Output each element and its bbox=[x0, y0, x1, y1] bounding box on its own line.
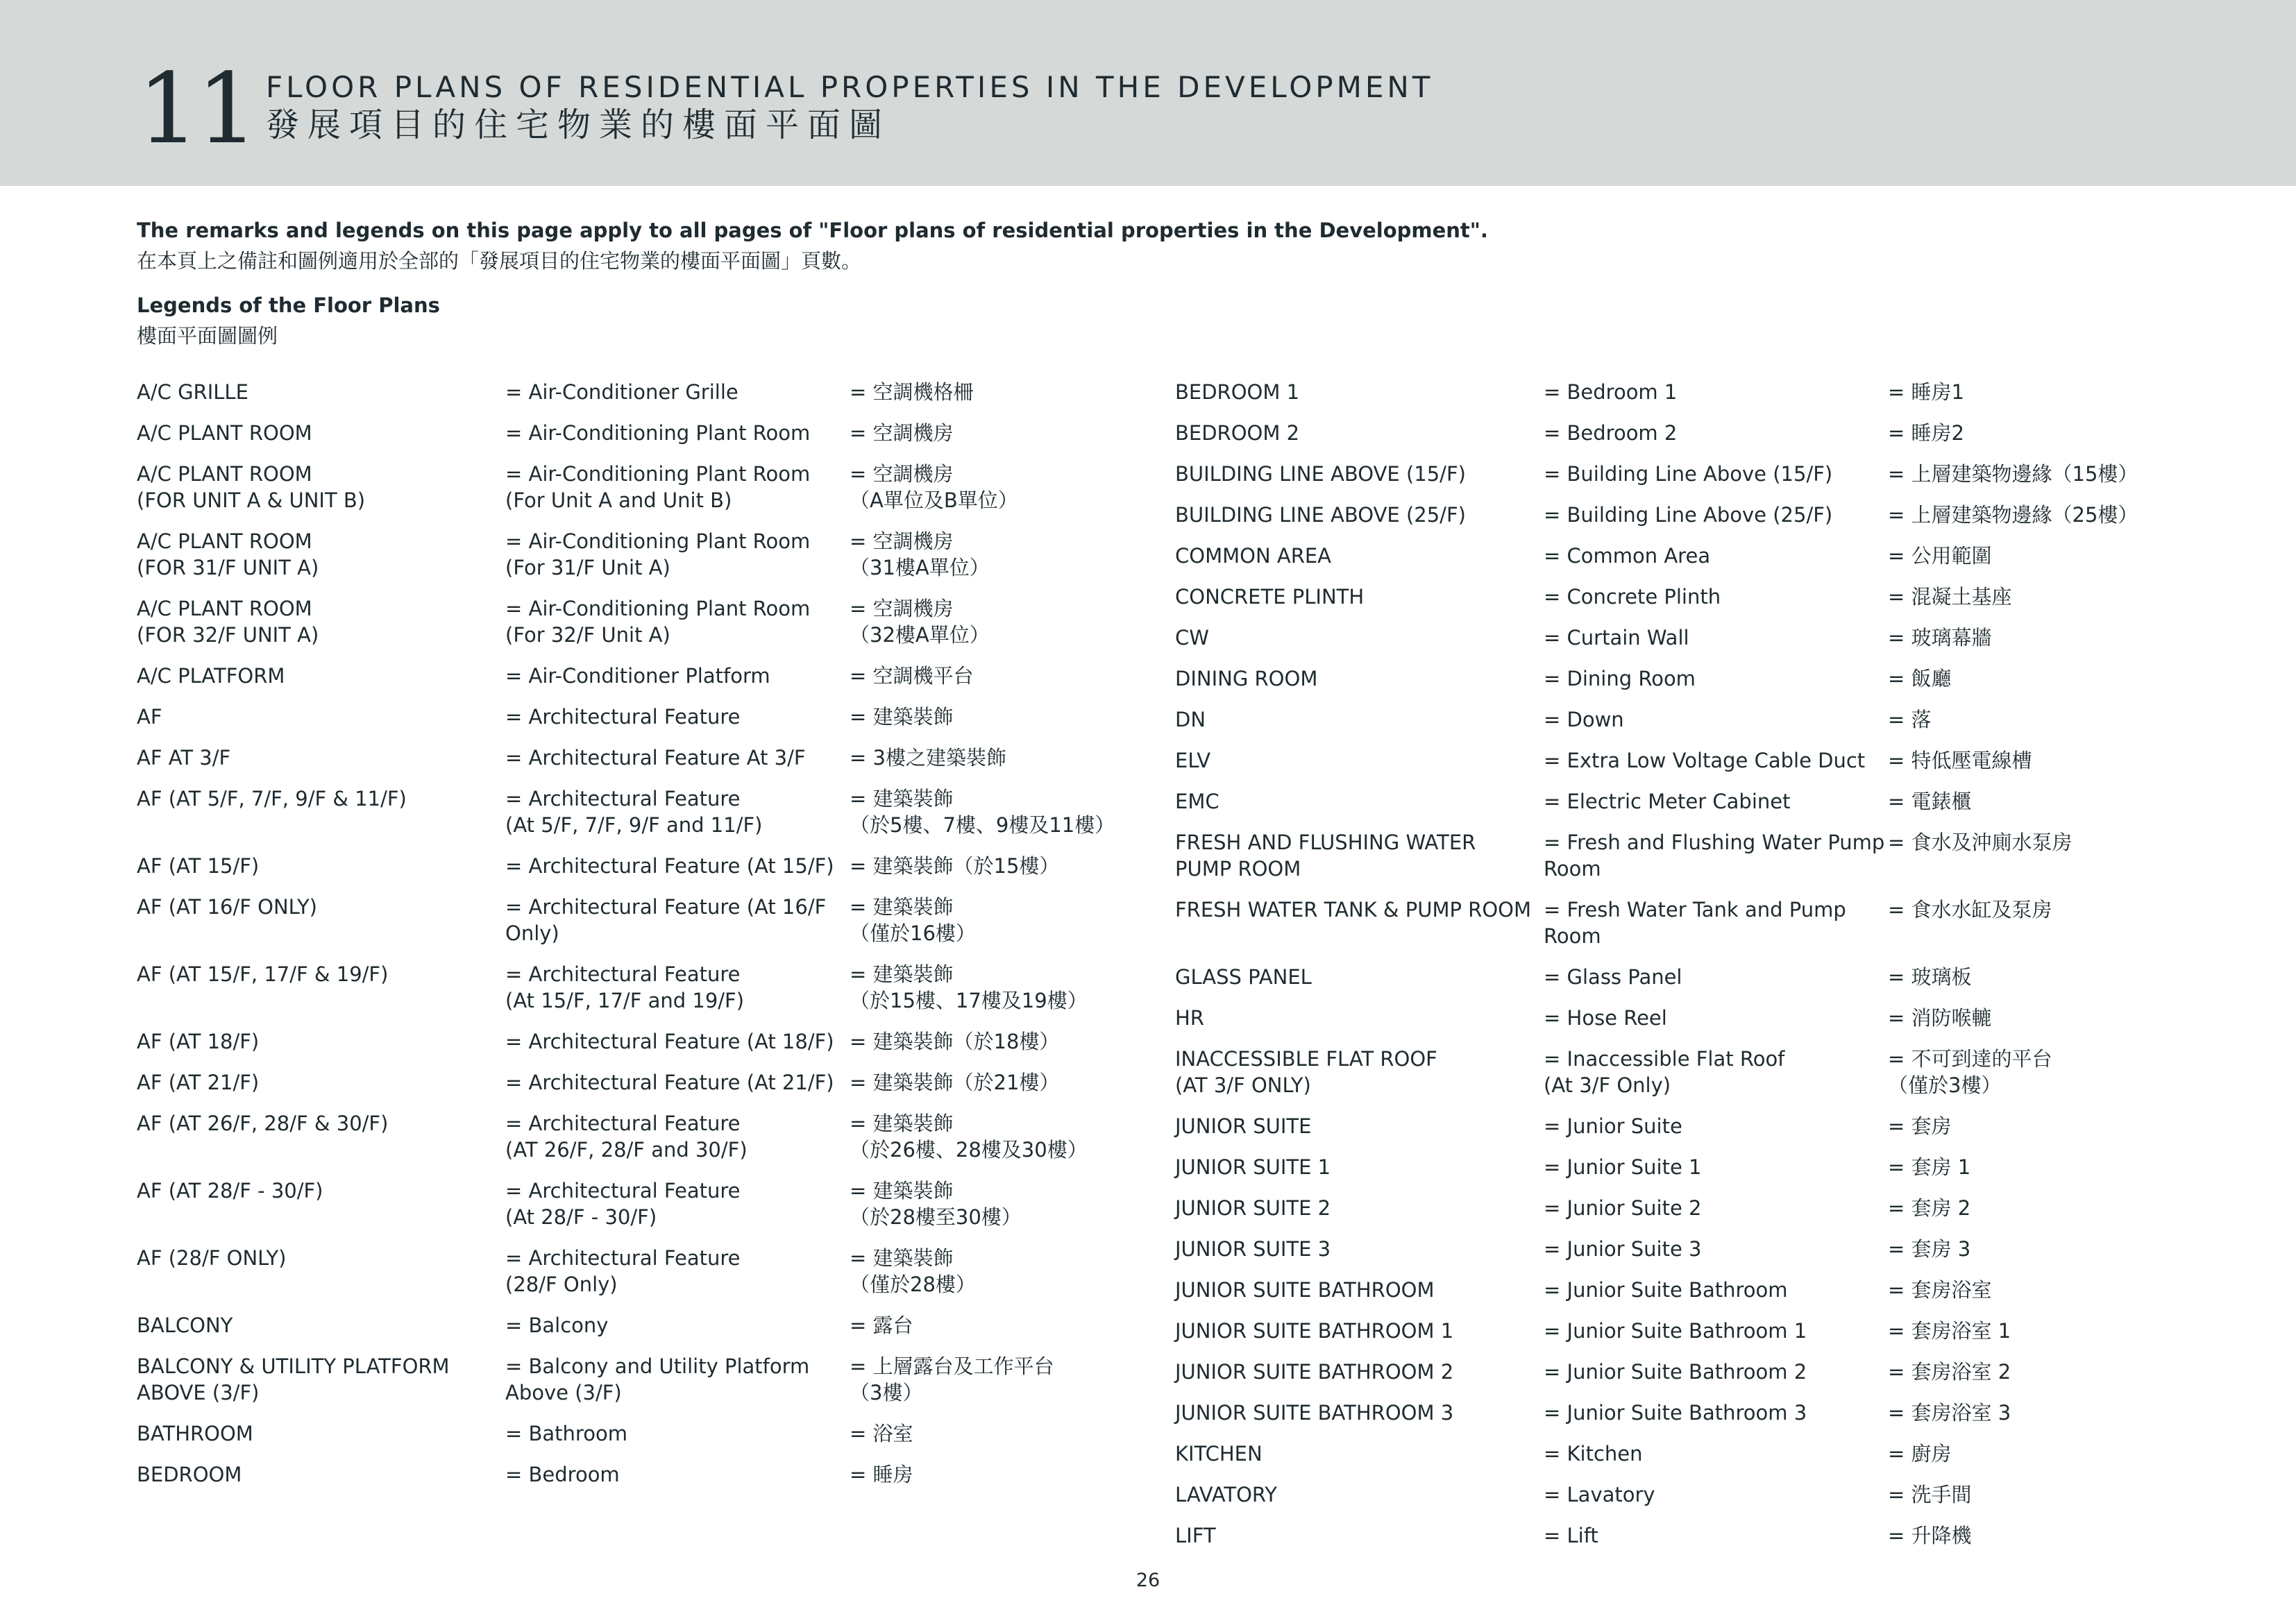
legend-meaning-en: = Architectural Feature (At 18/F) bbox=[505, 1030, 834, 1053]
legend-row bbox=[1175, 897, 2175, 964]
legend-meaning-en: = Architectural Feature (28/F Only) bbox=[505, 1246, 741, 1296]
legend-abbreviation: A/C GRILLE bbox=[137, 380, 248, 404]
legend-meaning-zh: = 套房 3 bbox=[1888, 1237, 1971, 1261]
legend-row bbox=[137, 1245, 1136, 1312]
legend-abbreviation: AF bbox=[137, 705, 162, 729]
legend-meaning-en: = Junior Suite bbox=[1544, 1114, 1682, 1138]
legend-abbreviation: LAVATORY bbox=[1175, 1483, 1277, 1506]
legend-abbreviation: A/C PLANT ROOM (FOR UNIT A & UNIT B) bbox=[137, 462, 366, 512]
legend-meaning-en: = Junior Suite Bathroom bbox=[1544, 1278, 1788, 1302]
legend-abbreviation: BEDROOM 1 bbox=[1175, 380, 1300, 404]
legend-meaning-en: = Air-Conditioning Plant Room (For Unit A and Unit B) bbox=[505, 462, 811, 512]
legend-abbreviation: FRESH AND FLUSHING WATER PUMP ROOM bbox=[1175, 831, 1476, 881]
legend-meaning-en: = Glass Panel bbox=[1544, 965, 1682, 989]
legend-meaning-en: = Architectural Feature (At 16/F Only) bbox=[505, 895, 827, 945]
legend-meaning-en: = Junior Suite 2 bbox=[1544, 1196, 1702, 1220]
legend-abbreviation: GLASS PANEL bbox=[1175, 965, 1312, 989]
legend-row bbox=[1175, 1195, 2175, 1236]
legend-abbreviation: JUNIOR SUITE BATHROOM 1 bbox=[1175, 1319, 1454, 1343]
legend-meaning-zh: = 睡房1 bbox=[1888, 380, 1964, 404]
legend-meaning-en: = Building Line Above (25/F) bbox=[1544, 503, 1833, 527]
section-number: 11 bbox=[137, 53, 256, 166]
legend-meaning-zh: = 建築裝飾（於15樓） bbox=[850, 854, 1060, 878]
legend-row bbox=[137, 1110, 1136, 1178]
legend-row bbox=[137, 1069, 1136, 1110]
legend-abbreviation: AF (AT 15/F, 17/F & 19/F) bbox=[137, 962, 389, 986]
legend-abbreviation: ELV bbox=[1175, 749, 1211, 772]
legend-abbreviation: FRESH WATER TANK & PUMP ROOM bbox=[1175, 898, 1531, 921]
legend-meaning-en: = Architectural Feature (At 21/F) bbox=[505, 1071, 834, 1094]
legend-meaning-zh: = 混凝土基座 bbox=[1888, 585, 2012, 609]
legend-meaning-zh: = 消防喉轆 bbox=[1888, 1006, 1992, 1030]
legend-abbreviation: AF (AT 15/F) bbox=[137, 854, 260, 878]
legend-meaning-zh: = 建築裝飾 bbox=[850, 705, 954, 729]
legend-meaning-zh: = 電錶櫃 bbox=[1888, 790, 1972, 813]
legend-meaning-en: = Fresh Water Tank and Pump Room bbox=[1544, 898, 1846, 948]
legend-abbreviation: BUILDING LINE ABOVE (25/F) bbox=[1175, 503, 1466, 527]
legend-row bbox=[1175, 379, 2175, 420]
intro-note-zh: 在本頁上之備註和圖例適用於全部的「發展項目的住宅物業的樓面平面圖」頁數。 bbox=[137, 249, 862, 273]
legend-abbreviation: BATHROOM bbox=[137, 1422, 253, 1445]
legend-abbreviation: JUNIOR SUITE bbox=[1175, 1114, 1312, 1138]
legend-meaning-en: = Architectural Feature (At 15/F, 17/F and 19/F) bbox=[505, 962, 745, 1012]
legend-meaning-zh: = 建築裝飾 （於26樓、28樓及30樓） bbox=[850, 1112, 1088, 1162]
legend-abbreviation: A/C PLANT ROOM (FOR 32/F UNIT A) bbox=[137, 597, 319, 647]
legend-row bbox=[137, 1178, 1136, 1245]
legend-row bbox=[1175, 543, 2175, 584]
legend-column-left bbox=[137, 379, 1136, 1502]
legend-meaning-zh: = 上層建築物邊緣（15樓） bbox=[1888, 462, 2138, 486]
legend-abbreviation: BEDROOM bbox=[137, 1463, 242, 1486]
legend-meaning-zh: = 建築裝飾 （於15樓、17樓及19樓） bbox=[850, 962, 1088, 1012]
legend-meaning-en: = Kitchen bbox=[1544, 1442, 1643, 1465]
legend-row bbox=[137, 528, 1136, 595]
legend-meaning-zh: = 套房 bbox=[1888, 1114, 1952, 1138]
legend-meaning-en: = Architectural Feature (AT 26/F, 28/F and 30/F) bbox=[505, 1112, 748, 1162]
page-number: 26 bbox=[1136, 1570, 1160, 1591]
legend-row bbox=[137, 1312, 1136, 1353]
legend-row bbox=[1175, 964, 2175, 1005]
legend-row bbox=[1175, 461, 2175, 502]
legend-abbreviation: JUNIOR SUITE BATHROOM bbox=[1175, 1278, 1435, 1302]
legend-meaning-zh: = 飯廳 bbox=[1888, 667, 1952, 690]
legend-meaning-zh: = 空調機格柵 bbox=[850, 380, 974, 404]
legend-abbreviation: A/C PLATFORM bbox=[137, 664, 285, 688]
legend-meaning-zh: = 建築裝飾 （僅於28樓） bbox=[850, 1246, 976, 1296]
section-title-zh: 發展項目的住宅物業的樓面平面圖 bbox=[266, 105, 891, 144]
legend-meaning-zh: = 空調機房 （A單位及B單位） bbox=[850, 462, 1018, 512]
legend-meaning-en: = Air-Conditioning Plant Room (For 31/F Unit A) bbox=[505, 529, 811, 579]
legend-row bbox=[137, 894, 1136, 961]
legend-column-right bbox=[1175, 379, 2175, 1563]
legend-row bbox=[137, 961, 1136, 1028]
legend-abbreviation: JUNIOR SUITE BATHROOM 3 bbox=[1175, 1401, 1454, 1425]
legend-meaning-zh: = 建築裝飾 （於28樓至30樓） bbox=[850, 1179, 1022, 1229]
legend-meaning-en: = Air-Conditioner Platform bbox=[505, 664, 770, 688]
legend-meaning-en: = Fresh and Flushing Water Pump Room bbox=[1544, 831, 1885, 881]
legend-meaning-zh: = 特低壓電線槽 bbox=[1888, 749, 2032, 772]
legend-meaning-en: = Inaccessible Flat Roof (At 3/F Only) bbox=[1544, 1047, 1785, 1097]
legend-meaning-zh: = 玻璃幕牆 bbox=[1888, 626, 1992, 649]
legend-abbreviation: JUNIOR SUITE BATHROOM 2 bbox=[1175, 1360, 1454, 1384]
legend-meaning-en: = Architectural Feature (At 5/F, 7/F, 9/F and 11/F) bbox=[505, 787, 763, 837]
legend-meaning-en: = Bedroom bbox=[505, 1463, 620, 1486]
legend-abbreviation: AF (28/F ONLY) bbox=[137, 1246, 287, 1270]
legend-meaning-en: = Air-Conditioning Plant Room (For 32/F Unit A) bbox=[505, 597, 811, 647]
legend-meaning-zh: = 睡房 bbox=[850, 1463, 913, 1486]
legend-row bbox=[1175, 1005, 2175, 1046]
page-header bbox=[0, 0, 2296, 186]
legend-meaning-zh: = 空調機平台 bbox=[850, 664, 974, 688]
legend-meaning-en: = Junior Suite Bathroom 3 bbox=[1544, 1401, 1807, 1425]
legend-meaning-en: = Curtain Wall bbox=[1544, 626, 1689, 649]
legend-abbreviation: CONCRETE PLINTH bbox=[1175, 585, 1365, 609]
legend-abbreviation: AF (AT 18/F) bbox=[137, 1030, 260, 1053]
legend-meaning-en: = Hose Reel bbox=[1544, 1006, 1667, 1030]
legend-abbreviation: AF (AT 21/F) bbox=[137, 1071, 260, 1094]
legend-meaning-en: = Junior Suite 1 bbox=[1544, 1155, 1702, 1179]
legend-abbreviation: JUNIOR SUITE 1 bbox=[1175, 1155, 1331, 1179]
legend-meaning-en: = Junior Suite 3 bbox=[1544, 1237, 1702, 1261]
legend-meaning-zh: = 建築裝飾 （僅於16樓） bbox=[850, 895, 976, 945]
legend-row bbox=[137, 745, 1136, 785]
legend-meaning-en: = Balcony and Utility Platform Above (3/F) bbox=[505, 1354, 810, 1404]
legend-meaning-zh: = 睡房2 bbox=[1888, 421, 1964, 445]
legend-meaning-zh: = 上層建築物邊緣（25樓） bbox=[1888, 503, 2138, 527]
legend-row bbox=[1175, 788, 2175, 829]
legend-meaning-zh: = 浴室 bbox=[850, 1422, 913, 1445]
legend-heading bbox=[137, 290, 440, 351]
legend-meaning-en: = Architectural Feature (At 28/F - 30/F) bbox=[505, 1179, 741, 1229]
legend-meaning-zh: = 套房 2 bbox=[1888, 1196, 1971, 1220]
legend-row bbox=[137, 785, 1136, 853]
legend-abbreviation: BUILDING LINE ABOVE (15/F) bbox=[1175, 462, 1466, 486]
legend-abbreviation: EMC bbox=[1175, 790, 1219, 813]
legend-meaning-en: = Bathroom bbox=[505, 1422, 627, 1445]
legend-meaning-en: = Concrete Plinth bbox=[1544, 585, 1721, 609]
legend-row bbox=[137, 1353, 1136, 1420]
legend-meaning-en: = Architectural Feature bbox=[505, 705, 741, 729]
legend-row bbox=[1175, 1236, 2175, 1277]
legend-abbreviation: CW bbox=[1175, 626, 1209, 649]
legend-meaning-zh: = 空調機房 bbox=[850, 421, 954, 445]
legend-abbreviation: KITCHEN bbox=[1175, 1442, 1263, 1465]
legend-meaning-en: = Architectural Feature (At 15/F) bbox=[505, 854, 834, 878]
legend-row bbox=[1175, 624, 2175, 665]
legend-meaning-zh: = 套房浴室 1 bbox=[1888, 1319, 2011, 1343]
legend-heading-zh: 樓面平面圖圖例 bbox=[137, 324, 278, 348]
legend-meaning-zh: = 洗手間 bbox=[1888, 1483, 1972, 1506]
legend-meaning-en: = Junior Suite Bathroom 1 bbox=[1544, 1319, 1807, 1343]
legend-row bbox=[1175, 706, 2175, 747]
legend-meaning-zh: = 建築裝飾 （於5樓、7樓、9樓及11樓） bbox=[850, 787, 1115, 837]
legend-abbreviation: A/C PLANT ROOM (FOR 31/F UNIT A) bbox=[137, 529, 319, 579]
legend-meaning-en: = Bedroom 2 bbox=[1544, 421, 1678, 445]
legend-abbreviation: AF AT 3/F bbox=[137, 746, 231, 770]
legend-row bbox=[1175, 747, 2175, 788]
legend-meaning-zh: = 建築裝飾（於18樓） bbox=[850, 1030, 1060, 1053]
legend-row bbox=[137, 461, 1136, 528]
legend-row bbox=[1175, 1522, 2175, 1563]
legend-meaning-zh: = 空調機房 （31樓A單位） bbox=[850, 529, 990, 579]
legend-abbreviation: DINING ROOM bbox=[1175, 667, 1318, 690]
intro-note-en: The remarks and legends on this page apply to all pages of "Floor plans of residential properties in the Development". bbox=[137, 219, 1488, 242]
legend-row bbox=[1175, 1359, 2175, 1400]
legend-row bbox=[137, 420, 1136, 461]
legend-row bbox=[1175, 1046, 2175, 1113]
legend-meaning-zh: = 食水水缸及泵房 bbox=[1888, 898, 2052, 921]
legend-abbreviation: HR bbox=[1175, 1006, 1204, 1030]
legend-abbreviation: BALCONY bbox=[137, 1314, 233, 1337]
legend-abbreviation: INACCESSIBLE FLAT ROOF (AT 3/F ONLY) bbox=[1175, 1047, 1437, 1097]
legend-meaning-en: = Air-Conditioner Grille bbox=[505, 380, 738, 404]
legend-meaning-en: = Architectural Feature At 3/F bbox=[505, 746, 806, 770]
legend-meaning-zh: = 不可到達的平台 （僅於3樓） bbox=[1888, 1047, 2052, 1097]
legend-meaning-en: = Down bbox=[1544, 708, 1624, 731]
legend-meaning-zh: = 升降機 bbox=[1888, 1524, 1972, 1547]
legend-abbreviation: JUNIOR SUITE 2 bbox=[1175, 1196, 1331, 1220]
legend-abbreviation: AF (AT 28/F - 30/F) bbox=[137, 1179, 323, 1203]
legend-row bbox=[1175, 1154, 2175, 1195]
legend-row bbox=[137, 853, 1136, 894]
legend-abbreviation: AF (AT 26/F, 28/F & 30/F) bbox=[137, 1112, 389, 1135]
legend-meaning-zh: = 落 bbox=[1888, 708, 1932, 731]
legend-abbreviation: AF (AT 16/F ONLY) bbox=[137, 895, 317, 919]
legend-abbreviation: COMMON AREA bbox=[1175, 544, 1332, 568]
legend-row bbox=[1175, 1481, 2175, 1522]
legend-meaning-zh: = 上層露台及工作平台 （3樓） bbox=[850, 1354, 1054, 1404]
legend-row bbox=[1175, 1400, 2175, 1441]
legend-meaning-en: = Lavatory bbox=[1544, 1483, 1655, 1506]
legend-abbreviation: AF (AT 5/F, 7/F, 9/F & 11/F) bbox=[137, 787, 407, 810]
legend-heading-en: Legends of the Floor Plans bbox=[137, 294, 440, 317]
intro-note bbox=[137, 215, 2150, 276]
legend-meaning-en: = Building Line Above (15/F) bbox=[1544, 462, 1833, 486]
legend-row bbox=[1175, 1277, 2175, 1318]
legend-row bbox=[137, 1420, 1136, 1461]
legend-meaning-en: = Junior Suite Bathroom 2 bbox=[1544, 1360, 1807, 1384]
legend-meaning-en: = Lift bbox=[1544, 1524, 1598, 1547]
legend-row bbox=[137, 704, 1136, 745]
legend-meaning-en: = Dining Room bbox=[1544, 667, 1696, 690]
legend-meaning-zh: = 廚房 bbox=[1888, 1442, 1952, 1465]
section-title-en: FLOOR PLANS OF RESIDENTIAL PROPERTIES IN THE DEVELOPMENT bbox=[266, 70, 1434, 104]
legend-meaning-zh: = 套房浴室 3 bbox=[1888, 1401, 2011, 1425]
legend-meaning-zh: = 食水及沖廁水泵房 bbox=[1888, 831, 2073, 854]
legend-meaning-zh: = 套房 1 bbox=[1888, 1155, 1971, 1179]
legend-meaning-zh: = 玻璃板 bbox=[1888, 965, 1972, 989]
legend-abbreviation: JUNIOR SUITE 3 bbox=[1175, 1237, 1331, 1261]
legend-meaning-en: = Common Area bbox=[1544, 544, 1711, 568]
legend-abbreviation: BEDROOM 2 bbox=[1175, 421, 1300, 445]
legend-row bbox=[1175, 829, 2175, 897]
legend-meaning-zh: = 建築裝飾（於21樓） bbox=[850, 1071, 1060, 1094]
legend-meaning-zh: = 3樓之建築裝飾 bbox=[850, 746, 1006, 770]
legend-meaning-zh: = 空調機房 （32樓A單位） bbox=[850, 597, 990, 647]
legend-row bbox=[1175, 1441, 2175, 1481]
legend-row bbox=[1175, 665, 2175, 706]
legend-meaning-zh: = 套房浴室 2 bbox=[1888, 1360, 2011, 1384]
legend-meaning-en: = Extra Low Voltage Cable Duct bbox=[1544, 749, 1866, 772]
legend-row bbox=[137, 663, 1136, 704]
legend-meaning-en: = Balcony bbox=[505, 1314, 609, 1337]
legend-meaning-en: = Bedroom 1 bbox=[1544, 380, 1678, 404]
legend-row bbox=[1175, 420, 2175, 461]
legend-abbreviation: LIFT bbox=[1175, 1524, 1216, 1547]
legend-row bbox=[137, 1028, 1136, 1069]
legend-row bbox=[137, 379, 1136, 420]
legend-meaning-zh: = 套房浴室 bbox=[1888, 1278, 1992, 1302]
legend-row bbox=[1175, 502, 2175, 543]
legend-row bbox=[1175, 584, 2175, 624]
legend-abbreviation: A/C PLANT ROOM bbox=[137, 421, 312, 445]
legend-abbreviation: BALCONY & UTILITY PLATFORM ABOVE (3/F) bbox=[137, 1354, 450, 1404]
legend-row bbox=[137, 595, 1136, 663]
legend-meaning-en: = Electric Meter Cabinet bbox=[1544, 790, 1791, 813]
legend-meaning-zh: = 公用範圍 bbox=[1888, 544, 1992, 568]
legend-abbreviation: DN bbox=[1175, 708, 1206, 731]
legend-meaning-en: = Air-Conditioning Plant Room bbox=[505, 421, 811, 445]
legend-row bbox=[1175, 1113, 2175, 1154]
legend-row bbox=[137, 1461, 1136, 1502]
legend-row bbox=[1175, 1318, 2175, 1359]
legend-meaning-zh: = 露台 bbox=[850, 1314, 913, 1337]
